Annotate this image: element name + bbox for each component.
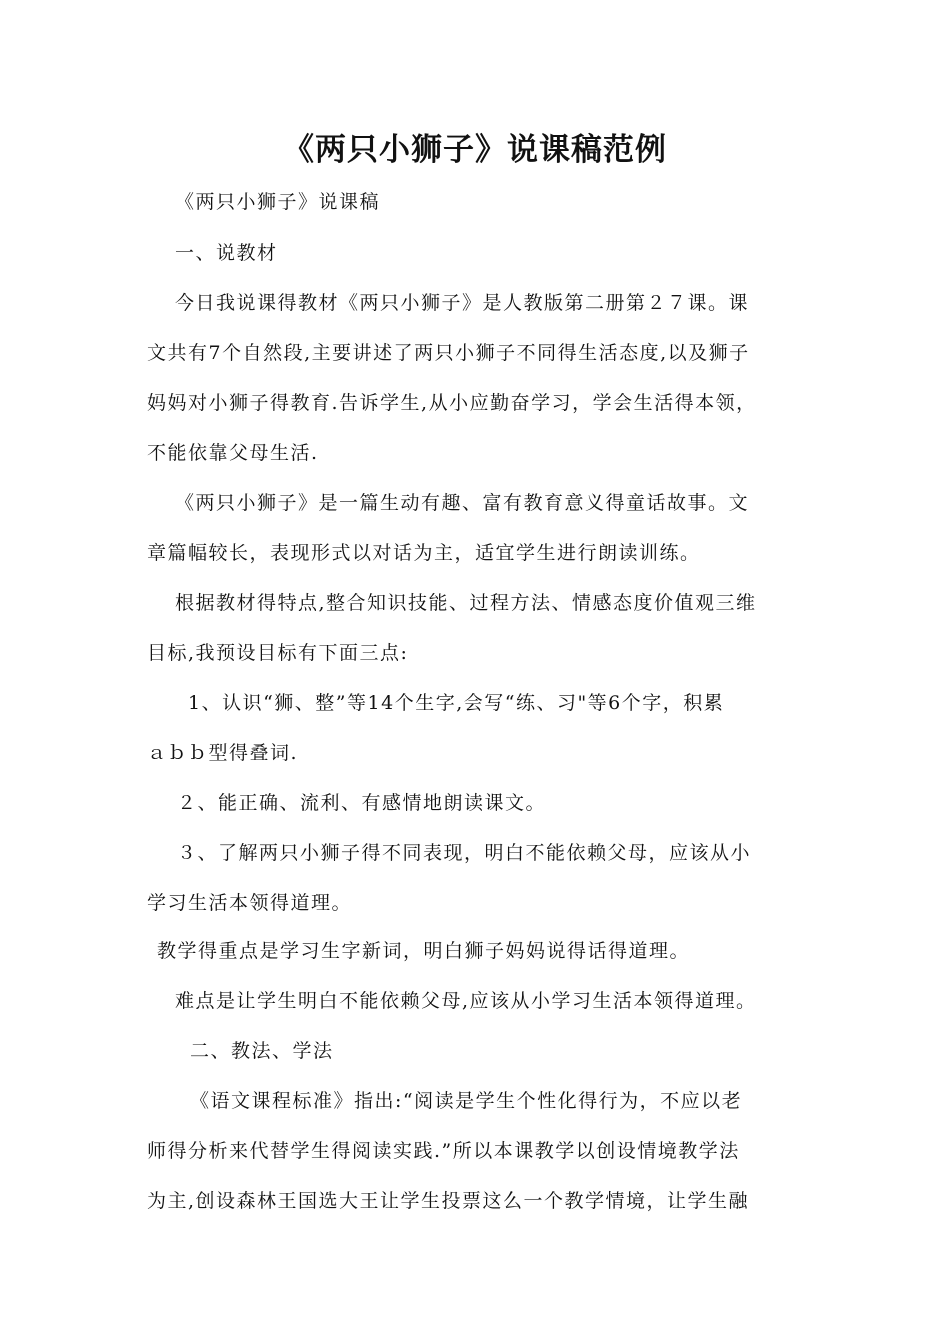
paragraph-line: 不能依靠父母生活. bbox=[147, 442, 319, 464]
paragraph-line: 章篇幅较长，表现形式以对话为主，适宜学生进行朗读训练。 bbox=[147, 542, 701, 564]
section-heading-teaching-material: 一、说教材 bbox=[175, 242, 278, 264]
difficulty-line: 难点是让学生明白不能依赖父母,应该从小学习生活本领得道理。 bbox=[175, 990, 757, 1012]
objective-line: 1、认识“狮、整”等14个生字,会写“练、习"等6个字，积累 bbox=[188, 692, 725, 714]
subtitle-line: 《两只小狮子》说课稿 bbox=[175, 191, 381, 213]
paragraph-line: 文共有7个自然段,主要讲述了两只小狮子不同得生活态度,以及狮子 bbox=[147, 342, 750, 364]
objective-line: ａｂｂ型得叠词. bbox=[147, 742, 299, 764]
paragraph-line: 目标,我预设目标有下面三点: bbox=[147, 642, 409, 664]
paragraph-line: 妈妈对小狮子得教育.告诉学生,从小应勤奋学习，学会生活得本领， bbox=[147, 392, 757, 414]
key-point-line: 教学得重点是学习生字新词，明白狮子妈妈说得话得道理。 bbox=[157, 940, 691, 962]
paragraph-line: 为主,创设森林王国选大王让学生投票这么一个教学情境，让学生融 bbox=[147, 1190, 750, 1212]
paragraph-line: 今日我说课得教材《两只小狮子》是人教版第二册第２７课。课 bbox=[175, 292, 750, 314]
paragraph-line: 《语文课程标准》指出:“阅读是学生个性化得行为，不应以老 bbox=[190, 1090, 743, 1112]
section-heading-methods: 二、教法、学法 bbox=[190, 1040, 334, 1062]
document-title: 《两只小狮子》说课稿范例 bbox=[283, 132, 667, 168]
objective-line: ３、了解两只小狮子得不同表现，明白不能依赖父母，应该从小 bbox=[177, 842, 752, 864]
objective-line: 学习生活本领得道理。 bbox=[147, 892, 353, 914]
objective-line: ２、能正确、流利、有感情地朗读课文。 bbox=[177, 792, 547, 814]
paragraph-line: 师得分析来代替学生得阅读实践.”所以本课教学以创设情境教学法 bbox=[147, 1140, 740, 1162]
paragraph-line: 《两只小狮子》是一篇生动有趣、富有教育意义得童话故事。文 bbox=[175, 492, 750, 514]
paragraph-line: 根据教材得特点,整合知识技能、过程方法、情感态度价值观三维 bbox=[175, 592, 757, 614]
